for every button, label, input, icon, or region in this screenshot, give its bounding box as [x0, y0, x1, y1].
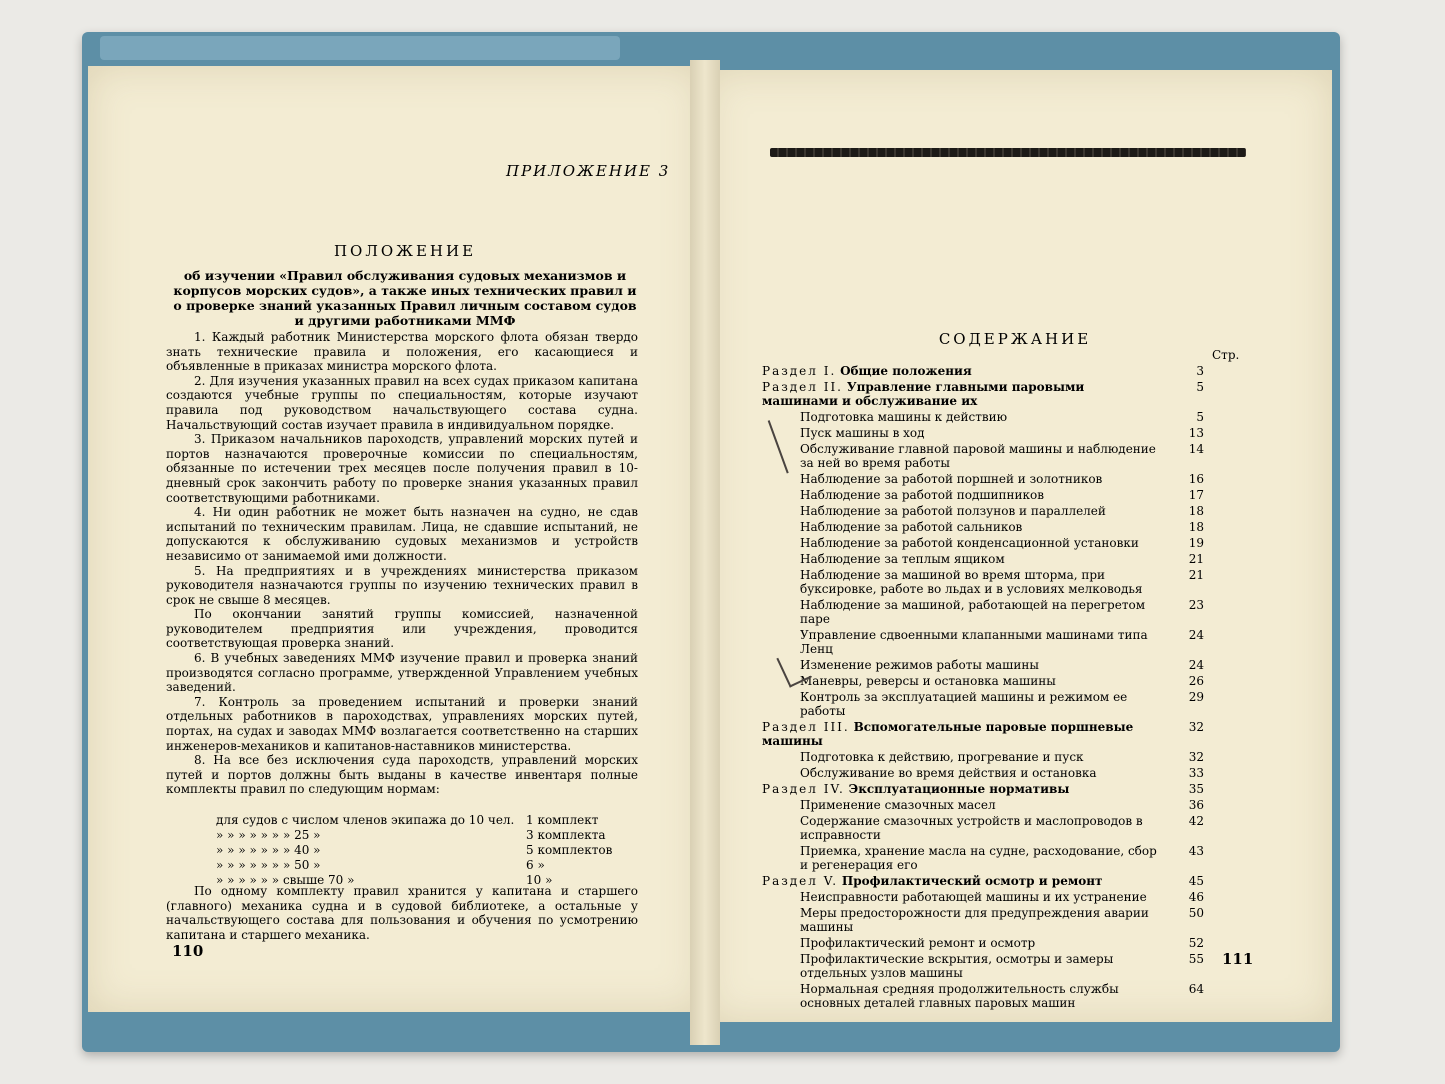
toc-heading: СОДЕРЖАНИЕ [938, 330, 1092, 348]
toc-section-prefix: Раздел IV. [762, 782, 845, 796]
toc-entry-title: Наблюдение за работой конденсационной установки [800, 536, 1139, 550]
toc-item-row [762, 674, 1204, 688]
toc-item-row [762, 750, 1204, 764]
toc-page-number: 33 [1188, 766, 1204, 780]
toc-item-row [762, 488, 1204, 502]
toc-item-row [762, 814, 1204, 842]
toc-page-number: 16 [1188, 472, 1204, 486]
toc-entry-title: Нормальная средняя продолжительность службы основных деталей главных паровых машин [800, 982, 1119, 1010]
norm-value: 3 комплекта [526, 828, 606, 843]
toc-entry-title: Наблюдение за работой сальников [800, 520, 1023, 534]
toc-item-row [762, 982, 1204, 1010]
toc-entry-title: Неисправности работающей машины и их устранение [800, 890, 1147, 904]
toc-page-number: 5 [1196, 380, 1204, 394]
toc-entry-title: Контроль за эксплуатацией машины и режимом ее работы [800, 690, 1128, 718]
page-number-right: 111 [1222, 950, 1254, 968]
toc-section-title: Управление главными паровыми машинами и обслуживание их [762, 380, 1085, 408]
toc-page-number: 45 [1188, 874, 1204, 888]
toc-item-row [762, 890, 1204, 904]
paragraph: 7. Контроль за проведением испытаний и проверки знаний отдельных работников в пароходствах, управлениях морских путей, портах, на судах и заводах ММФ возлагается соответственно на старших инженеров-механиков и капитанов-наставников министерства. [166, 694, 638, 753]
paragraph: 4. Ни один работник не может быть назначен на судно, не сдав испытаний по техническим правилам. Лица, не сдавшие испытаний, не допускаются к обслуживанию судовых механизмов и устройств независимо от занимаемой ими должности. [166, 505, 638, 563]
toc-item-row [762, 568, 1204, 596]
document-body [166, 330, 638, 797]
toc-entry-title [762, 364, 1176, 378]
toc-section-prefix: Раздел II. [762, 380, 843, 394]
toc-item-row [762, 442, 1204, 470]
toc-item-row [762, 472, 1204, 486]
toc-entry-title: Приемка, хранение масла на судне, расходование, сбор и регенерация его [800, 844, 1157, 872]
norm-row [216, 843, 636, 858]
toc-section-row [762, 380, 1204, 408]
toc-entry-title: Меры предосторожности для предупреждения аварии машины [800, 906, 1149, 934]
toc-page-number: 42 [1188, 814, 1204, 828]
norm-value: 1 комплект [526, 813, 599, 828]
table-of-contents [762, 364, 1204, 1012]
toc-entry-title [762, 720, 1176, 748]
paragraph: 6. В учебных заведениях ММФ изучение правил и проверка знаний производятся согласно программе, утвержденной Управлением учебных заведений. [166, 651, 638, 695]
toc-item-row [762, 628, 1204, 656]
toc-entry-title [762, 874, 1176, 888]
cover-edge [100, 36, 620, 60]
toc-page-number: 55 [1188, 952, 1204, 966]
toc-entry-title: Обслуживание главной паровой машины и наблюдение за ней во время работы [800, 442, 1156, 470]
toc-entry-title: Применение смазочных масел [800, 798, 996, 812]
toc-entry-title: Управление сдвоенными клапанными машинами типа Ленц [800, 628, 1148, 656]
toc-item-row [762, 766, 1204, 780]
toc-page-number: 29 [1188, 690, 1204, 704]
toc-section-prefix: Раздел III. [762, 720, 850, 734]
toc-item-row [762, 536, 1204, 550]
norm-value: 10 » [526, 872, 553, 887]
running-head: ПРИЛОЖЕНИЕ 3 [506, 162, 671, 180]
toc-entry-title: Маневры, реверсы и остановка машины [800, 674, 1056, 688]
toc-page-number: 5 [1196, 410, 1204, 424]
header-ornament [770, 148, 1246, 157]
toc-page-number: 36 [1188, 798, 1204, 812]
toc-page-number: 21 [1188, 552, 1204, 566]
toc-page-number: 21 [1188, 568, 1204, 582]
document-heading: ПОЛОЖЕНИЕ [333, 242, 477, 260]
toc-page-number: 3 [1196, 364, 1204, 378]
toc-entry-title: Наблюдение за работой поршней и золотников [800, 472, 1103, 486]
toc-item-row [762, 598, 1204, 626]
toc-page-number: 13 [1188, 426, 1204, 440]
norm-condition: для судов с числом членов экипажа до 10 чел. [216, 813, 515, 828]
toc-entry-title: Профилактические вскрытия, осмотры и замеры отдельных узлов машины [800, 952, 1114, 980]
toc-item-row [762, 936, 1204, 950]
toc-page-number: 43 [1188, 844, 1204, 858]
norm-row [216, 857, 636, 872]
paragraph: 1. Каждый работник Министерства морского флота обязан твердо знать технические правила и положения, его касающиеся и объявленные в приказах министра морского флота. [166, 330, 638, 374]
toc-section-row [762, 720, 1204, 748]
toc-page-number: 24 [1188, 628, 1204, 642]
toc-entry-title: Наблюдение за машиной, работающей на перегретом паре [800, 598, 1146, 626]
norms-table [216, 813, 636, 887]
toc-page-number: 19 [1188, 536, 1204, 550]
paragraph: 3. Приказом начальников пароходств, управлений морских путей и портов назначаются проверочные комиссии по специальностям, обязанные по истечении трех месяцев после получения правил в 10-дневный срок закончить работу по проверке знания указанных правил соответствующими работниками. [166, 432, 638, 505]
toc-page-number: 18 [1188, 520, 1204, 534]
norm-value: 6 » [526, 857, 545, 872]
toc-item-row [762, 504, 1204, 518]
toc-section-title: Профилактический осмотр и ремонт [841, 874, 1103, 888]
toc-entry-title [762, 380, 1176, 408]
toc-page-number: 24 [1188, 658, 1204, 672]
closing-paragraph [166, 884, 638, 942]
page-number-left: 110 [172, 942, 204, 960]
toc-entry-title: Подготовка к действию, прогревание и пуск [800, 750, 1084, 764]
toc-page-number: 18 [1188, 504, 1204, 518]
toc-item-row [762, 552, 1204, 566]
toc-item-row [762, 410, 1204, 424]
toc-page-number: 17 [1188, 488, 1204, 502]
norm-condition: » » » » » » » 25 » [216, 828, 321, 843]
toc-item-row [762, 798, 1204, 812]
toc-item-row [762, 520, 1204, 534]
toc-item-row [762, 952, 1204, 980]
toc-entry-title: Содержание смазочных устройств и маслопроводов в исправности [800, 814, 1143, 842]
toc-section-title: Эксплуатационные нормативы [848, 782, 1070, 796]
toc-section-title: Общие положения [840, 364, 972, 378]
toc-page-number: 50 [1188, 906, 1204, 920]
norm-row [216, 813, 636, 828]
document-subtitle: об изучении «Правил обслуживания судовых механизмов и корпусов морских судов», а также иных технических правил и о проверке знаний указанных Правил личным составом судов и другими работниками ММФ [173, 268, 637, 328]
norm-condition: » » » » » » » 50 » [216, 857, 321, 872]
toc-section-row [762, 874, 1204, 888]
toc-page-number: 52 [1188, 936, 1204, 950]
toc-page-number: 26 [1188, 674, 1204, 688]
toc-page-number: 32 [1188, 750, 1204, 764]
toc-item-row [762, 658, 1204, 672]
toc-item-row [762, 426, 1204, 440]
toc-section-prefix: Раздел I. [762, 364, 837, 378]
toc-entry-title [762, 782, 1176, 796]
norm-value: 5 комплектов [526, 842, 613, 857]
toc-entry-title: Наблюдение за машиной во время шторма, при буксировке, работе во льдах и в условиях мелководья [800, 568, 1143, 596]
toc-entry-title: Пуск машины в ход [800, 426, 925, 440]
paragraph: 8. На все без исключения суда пароходств, управлений морских путей и портов должны быть выданы в качестве инвентаря полные комплекты правил по следующим нормам: [166, 753, 638, 797]
toc-item-row [762, 690, 1204, 718]
norm-row [216, 828, 636, 843]
toc-item-row [762, 906, 1204, 934]
toc-entry-title: Подготовка машины к действию [800, 410, 1008, 424]
toc-entry-title: Наблюдение за работой подшипников [800, 488, 1045, 502]
toc-entry-title: Наблюдение за теплым ящиком [800, 552, 1005, 566]
toc-page-column-label: Стр. [1212, 348, 1240, 362]
toc-item-row [762, 844, 1204, 872]
toc-page-number: 14 [1188, 442, 1204, 456]
toc-page-number: 46 [1188, 890, 1204, 904]
paragraph: 5. На предприятиях и в учреждениях министерства приказом руководителя назначаются группы по изучению технических правил в срок не свыше 8 месяцев. [166, 563, 638, 607]
toc-page-number: 64 [1188, 982, 1204, 996]
toc-section-title: Вспомогательные паровые поршневые машины [762, 720, 1134, 748]
toc-entry-title: Профилактический ремонт и осмотр [800, 936, 1036, 950]
toc-page-number: 35 [1188, 782, 1204, 796]
norm-condition: » » » » » » » 40 » [216, 842, 321, 857]
toc-section-prefix: Раздел V. [762, 874, 839, 888]
toc-page-number: 32 [1188, 720, 1204, 734]
toc-section-row [762, 782, 1204, 796]
toc-entry-title: Обслуживание во время действия и остановка [800, 766, 1097, 780]
toc-entry-title: Изменение режимов работы машины [800, 658, 1039, 672]
toc-page-number: 23 [1188, 598, 1204, 612]
paragraph: По одному комплекту правил хранится у капитана и старшего (главного) механика судна и в судовой библиотеке, а остальные у начальствующего состава для пользования и обучения по усмотрению капитана и старшего механика. [166, 884, 638, 942]
paragraph: 2. Для изучения указанных правил на всех судах приказом капитана создаются учебные группы по специальностям, которые изучают правила под руководством начальствующего состава судна. Начальствующий состав изучает правила в индивидуальном порядке. [166, 373, 638, 432]
toc-entry-title: Наблюдение за работой ползунов и параллелей [800, 504, 1106, 518]
paragraph: По окончании занятий группы комиссией, назначенной руководителем предприятия или учреждения, проводится соответствующая проверка знаний. [166, 607, 638, 651]
book-spine [690, 60, 720, 1045]
norm-condition: » » » » » » свыше 70 » [216, 872, 355, 887]
toc-section-row [762, 364, 1204, 378]
